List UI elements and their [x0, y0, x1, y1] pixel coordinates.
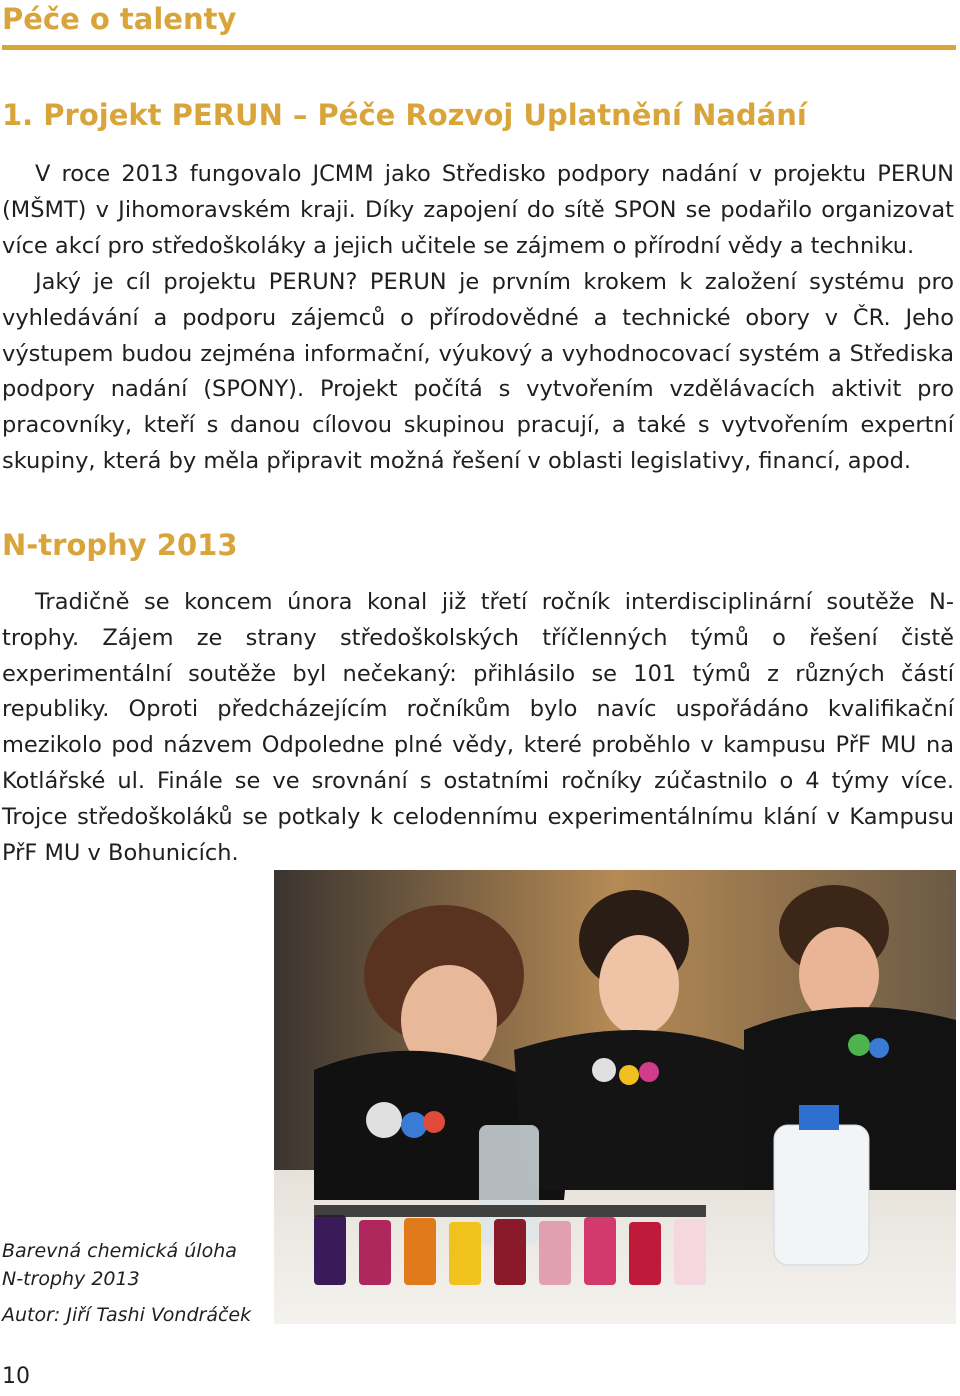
figure-caption-title: Barevná chemická úloha: [2, 1240, 237, 1262]
perun-paragraph-1: V roce 2013 fungovalo JCMM jako Středisko podpory nadání v projektu PERUN (MŠMT) v Jihomoravském kraji. Díky zapojení do sítě SPON se podařilo organizovat více akcí pro středoškoláky a jejich učitele se zájmem o přírodní vědy a techniku.: [2, 161, 954, 259]
page-header: [2, 0, 956, 38]
section-title-perun: 1. Projekt PERUN – Péče Rozvoj Uplatnění Nadání: [2, 98, 807, 132]
header-title: Péče o talenty: [2, 2, 237, 36]
figure-caption-subtitle: N-trophy 2013: [2, 1268, 140, 1290]
section-title-ntrophy: N-trophy 2013: [2, 528, 238, 562]
header-rule: [2, 45, 956, 50]
figure-caption-author: Autor: Jiří Tashi Vondráček: [2, 1304, 252, 1326]
ntrophy-paragraph: Tradičně se koncem února konal již třetí ročník interdisciplinární soutěže N-trophy. Zájem ze strany středoškolských tříčlenných týmů o řešení čistě experimentální soutěže byl nečekaný: přihlásilo se 101 týmů z různých částí republiky. Oproti předcházejícím ročníkům bylo navíc uspořádáno kvalifikační mezikolo pod názvem Odpoledne plné vědy, které proběhlo v kampusu PřF MU na Kotlářské ul. Finále se ve srovnání s ostatními ročníky zúčastnilo o 4 týmy více. Trojce středoškoláků se potkaly k celodennímu experimentálnímu klání v Kampusu PřF MU v Bohunicích.: [2, 589, 954, 866]
page-number: 10: [2, 1364, 30, 1389]
competition-photo: [274, 870, 956, 1324]
perun-paragraph-2: Jaký je cíl projektu PERUN? PERUN je prvním krokem k založení systému pro vyhledávání a podporu zájemců o přírodovědné a technické obory v ČR. Jeho výstupem budou zejména informační, výukový a vyhodnocovací systém a Střediska podpory nadání (SPONY). Projekt počítá s vytvořením vzdělávacích aktivit pro pracovníky, kteří s danou cílovou skupinou pracují, a také s vytvořením expertní skupiny, která by měla připravit možná řešení v oblasti legislativy, financí, apod.: [2, 269, 954, 474]
